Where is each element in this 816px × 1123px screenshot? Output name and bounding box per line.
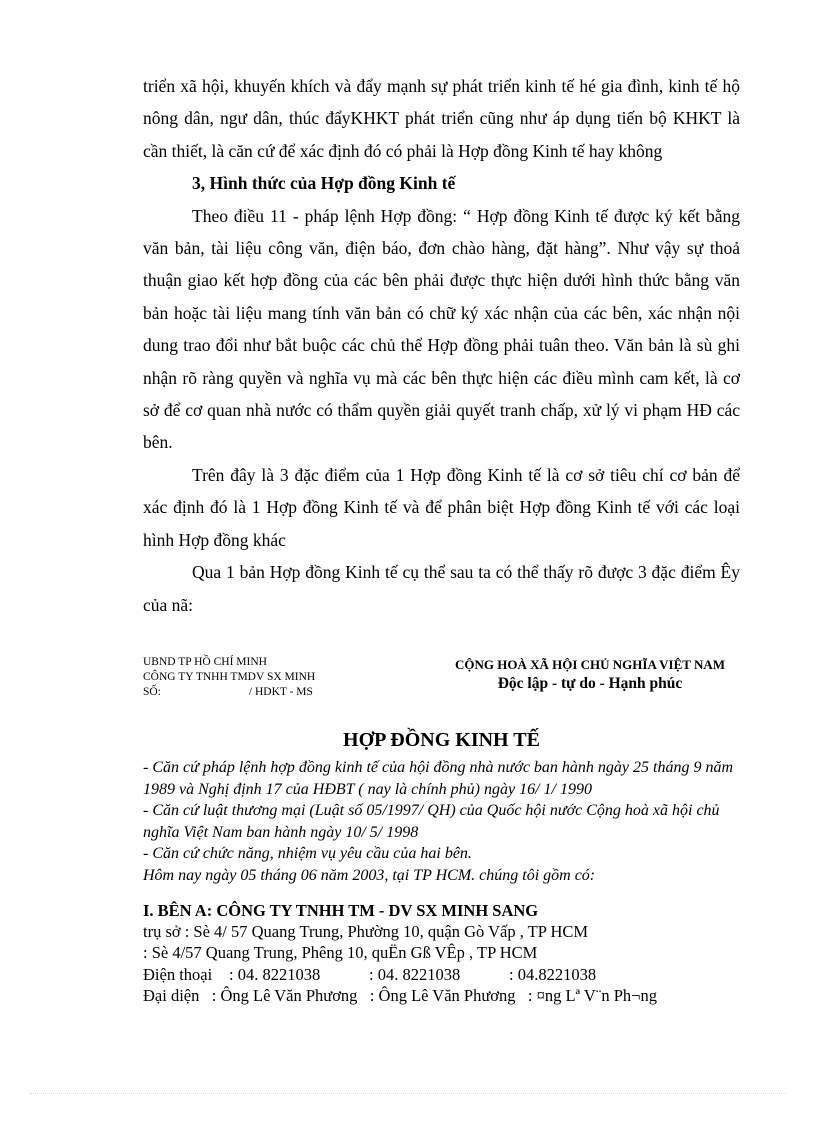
party-a-title: I. BÊN A: CÔNG TY TNHH TM - DV SX MINH SANG <box>143 901 539 920</box>
basis-line-3: - Căn cứ chức năng, nhiệm vụ yêu cầu của hai bên. <box>143 845 472 863</box>
party-a-address-2: : Sè 4/57 Quang Trung, Phêng 10, quËn Gß VÊp , TP HCM <box>143 943 538 963</box>
paragraph-form-of-contract: Theo điều 11 - pháp lệnh Hợp đồng: “ Hợp đồng Kinh tế được ký kết bằng văn bản, tài liệu công văn, điện báo, đơn chào hàng, đặt hàng”. Như vậy sự thoả thuận giao kết hợp đồng của các bên phải được thực hiện dưới hình thức bằng văn bản hoặc tài liệu mang tính văn bản có chữ ký xác nhận của các bên, xác nhận nội dung trao đổi như bắt buộc các chủ thể Hợp đồng phải tuân theo. Văn bản là sù ghi nhận rõ ràng quyền và nghĩa vụ mà các bên thực hiện các điều mình cam kết, là cơ sở để cơ quan nhà nước có thẩm quyền giải quyết tranh chấp, xử lý vi phạm HĐ các bên. <box>143 205 740 453</box>
party-a-address-1: trụ sở : Sè 4/ 57 Quang Trung, Phường 10, quận Gò Vấp , TP HCM <box>143 922 589 942</box>
issuer-line-2: CÔNG TY TNHH TMDV SX MINH <box>143 671 316 683</box>
basis-line-2: - Căn cứ luật thương mại (Luật số 05/1997/ QH) của Quốc hội nước Cộng hoà xã hội chủ nghĩa Việt Nam ban hành ngày 10/ 5/ 1998 <box>143 802 720 841</box>
rep-1: : Ông Lê Văn Phương <box>211 985 358 1005</box>
phone-1: : 04. 8221038 <box>229 964 321 984</box>
contract-basis <box>143 757 740 887</box>
rep-3: : ¤ng Lª V¨n Ph¬ng <box>527 985 657 1005</box>
section-heading-3: 3, Hình thức của Hợp đồng Kinh tế <box>192 173 456 194</box>
page-bottom-divider <box>30 1093 786 1094</box>
number-reference: / HDKT - MS <box>248 686 313 698</box>
phone-3: : 04.8221038 <box>509 964 597 984</box>
contract-title: HỢP ĐỒNG KINH TẾ <box>343 729 540 751</box>
body-text <box>143 70 740 621</box>
issuer-number-line <box>143 685 315 700</box>
nation-name: CỘNG HOÀ XÃ HỘI CHỦ NGHĨA VIỆT NAM <box>454 657 726 672</box>
paragraph-continuation: triển xã hội, khuyến khích và đẩy mạnh sự phát triển kinh tế hé gia đình, kinh tế hộ nông dân, ngư dân, thúc đẩyKHKT phát triển cũng như áp dụng tiến bộ KHKT là cần thiết, là căn cứ để xác định đó có phải là Hợp đồng Kinh tế hay không <box>143 76 740 161</box>
basis-line-4: Hôm nay ngày 05 tháng 06 năm 2003, tại TP HCM. chúng tôi gồm có: <box>143 866 596 884</box>
party-a-block <box>143 900 740 1006</box>
national-motto: Độc lập - tự do - Hạnh phúc <box>497 675 683 692</box>
rep-2: : Ông Lê Văn Phương <box>369 985 516 1005</box>
party-a-representative <box>143 985 740 1006</box>
national-header <box>420 656 760 695</box>
paragraph-example-intro: Qua 1 bản Hợp đồng Kinh tế cụ thể sau ta có thể thấy rõ được 3 đặc điểm Êy của nã: <box>143 562 740 615</box>
phone-label: Điện thoại <box>143 964 213 984</box>
paragraph-summary: Trên đây là 3 đặc điểm của 1 Hợp đồng Kinh tế là cơ sở tiêu chí cơ bản để xác định đó là 1 Hợp đồng Kinh tế và để phân biệt Hợp đồng Kinh tế với các loại hình Hợp đồng khác <box>143 464 740 550</box>
issuer-block <box>143 655 315 700</box>
rep-label: Đại diện <box>143 985 200 1005</box>
phone-2: : 04. 8221038 <box>369 964 461 984</box>
basis-line-1: - Căn cứ pháp lệnh hợp đồng kinh tế của hội đồng nhà nước ban hành ngày 25 tháng 9 năm 1989 và Nghị định 17 của HĐBT ( nay là chính phủ) ngày 16/ 1/ 1990 <box>143 759 734 798</box>
issuer-line-1: UBND TP HỒ CHÍ MINH <box>143 656 267 668</box>
party-a-phone-row <box>143 964 740 985</box>
number-label: SỐ: <box>143 686 161 698</box>
